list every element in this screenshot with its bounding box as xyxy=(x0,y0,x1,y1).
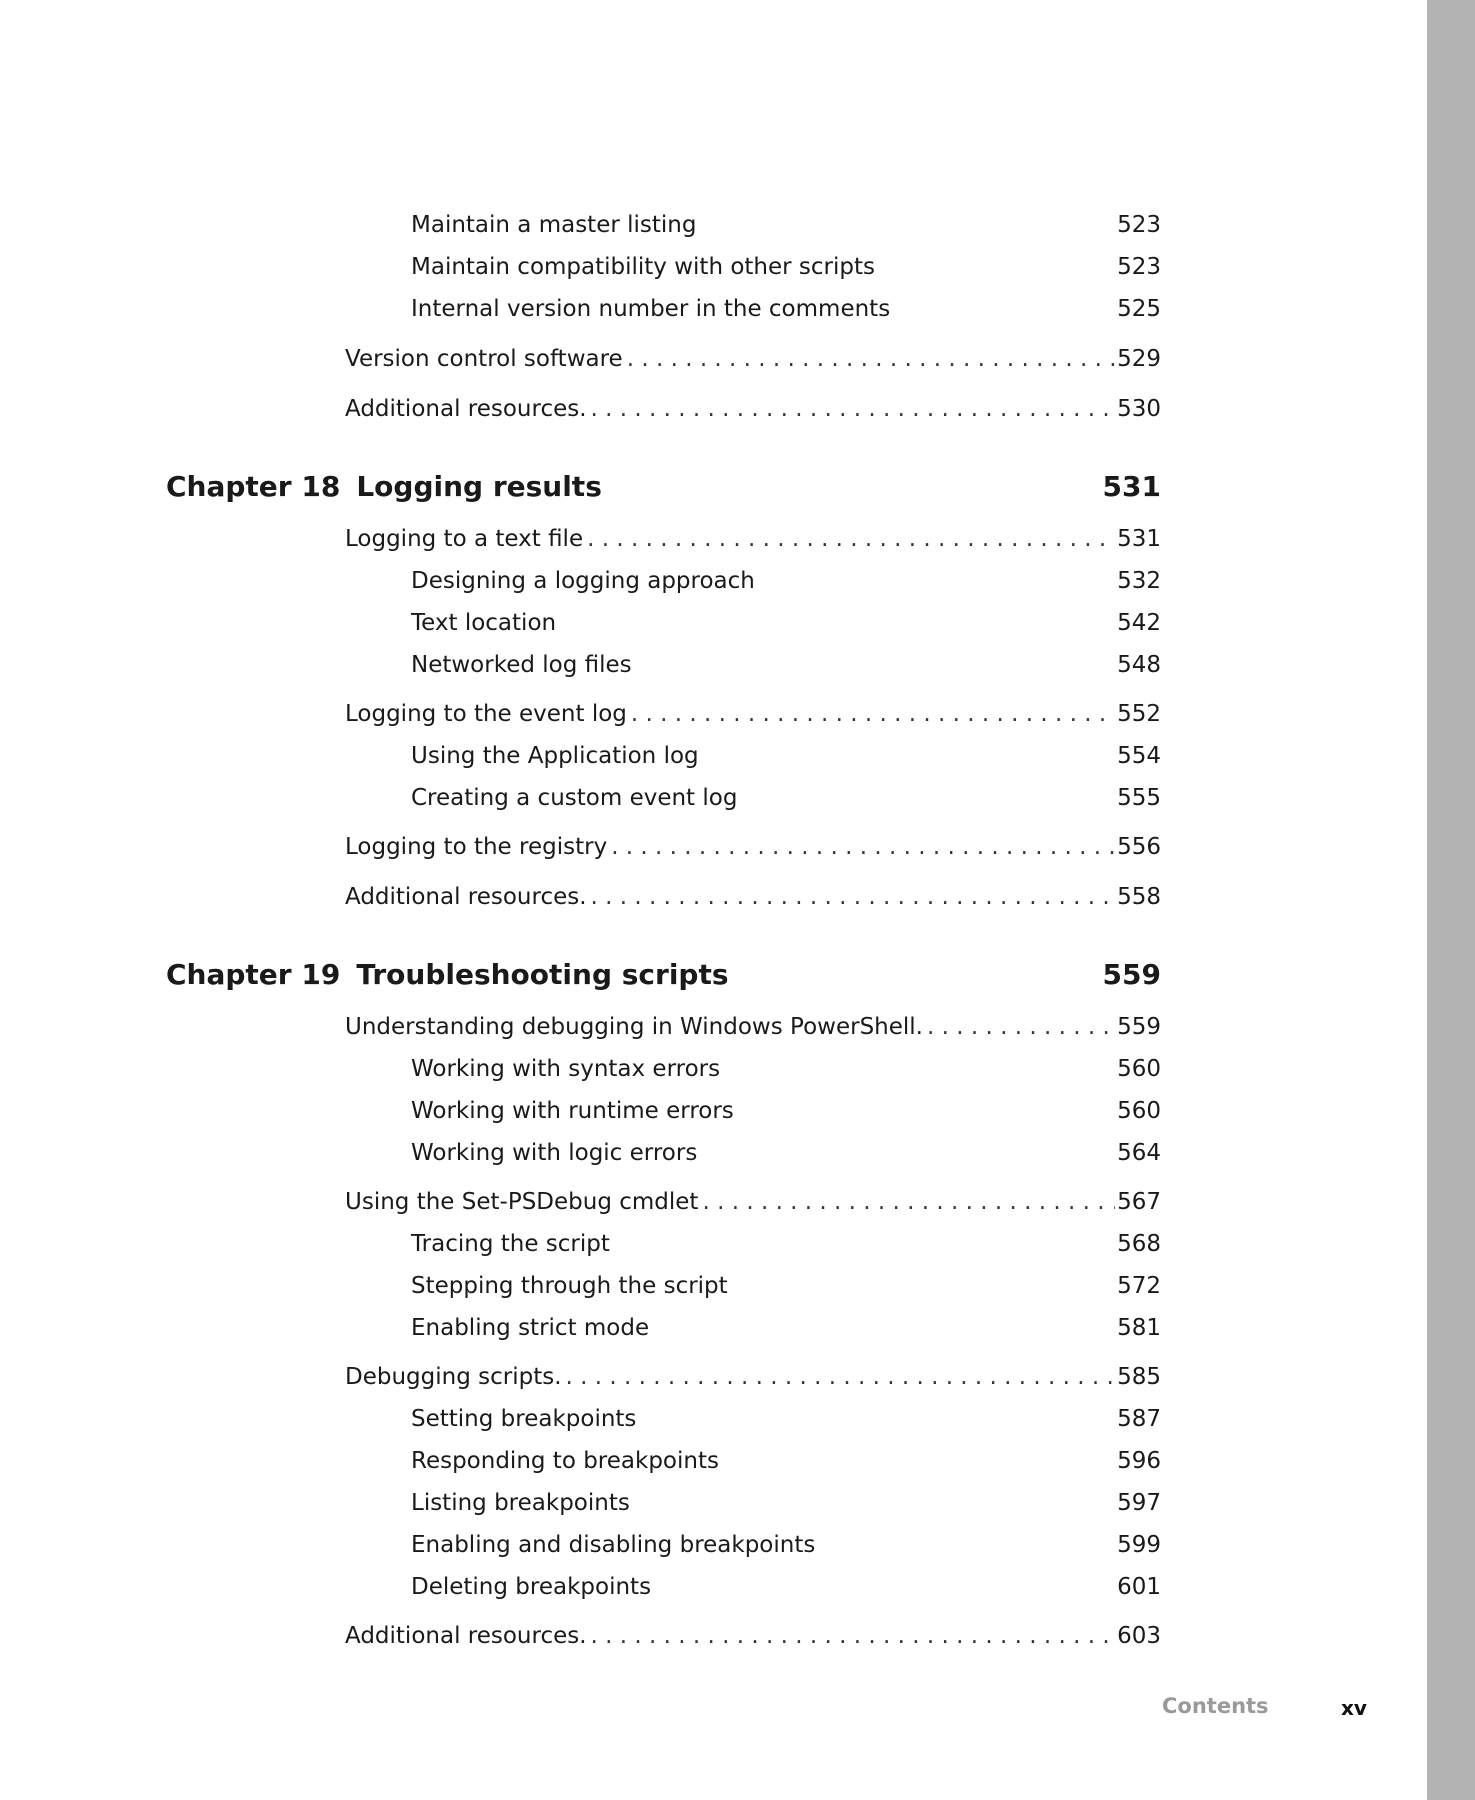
toc-subentry[interactable] xyxy=(411,296,1161,322)
toc-subentry[interactable] xyxy=(411,1098,1161,1124)
dot-leader xyxy=(927,1014,1115,1040)
toc-page-number: 560 xyxy=(1117,1098,1161,1124)
dot-leader xyxy=(631,701,1115,727)
toc-entry-title: Logging to the event log xyxy=(345,701,627,727)
toc-subentry[interactable] xyxy=(411,610,1161,636)
toc-page-number: 531 xyxy=(1117,526,1161,552)
toc-entry-title: Enabling and disabling breakpoints xyxy=(411,1532,816,1558)
toc-subentry[interactable] xyxy=(411,1315,1161,1341)
toc-entry-title: Additional resources. xyxy=(345,884,587,910)
toc-page-number: 568 xyxy=(1117,1231,1161,1257)
toc-page-number: 567 xyxy=(1117,1189,1161,1215)
dot-leader xyxy=(587,526,1115,552)
toc-entry-title: Maintain a master listing xyxy=(411,212,697,238)
toc-page-number: 554 xyxy=(1117,743,1161,769)
toc-entry-title: Tracing the script xyxy=(411,1231,610,1257)
toc-page-number: 601 xyxy=(1117,1574,1161,1600)
toc-entry-title: Enabling strict mode xyxy=(411,1315,650,1341)
toc-entry-title: Logging to a text file xyxy=(345,526,584,552)
toc-subentry[interactable] xyxy=(411,1140,1161,1166)
dot-leader xyxy=(591,884,1116,910)
toc-entry-title: Creating a custom event log xyxy=(411,785,738,811)
toc-entry-title: Responding to breakpoints xyxy=(411,1448,719,1474)
toc-subentry[interactable] xyxy=(411,568,1161,594)
toc-subentry[interactable] xyxy=(411,652,1161,678)
toc-page-number: 599 xyxy=(1117,1532,1161,1558)
toc-subentry[interactable] xyxy=(411,1273,1161,1299)
dot-leader xyxy=(591,1623,1116,1649)
toc-entry-title: Stepping through the script xyxy=(411,1273,728,1299)
toc-chapter-heading[interactable] xyxy=(166,470,1161,503)
toc-entry-title: Internal version number in the comments xyxy=(411,296,891,322)
toc-entry-title: Listing breakpoints xyxy=(411,1490,630,1516)
toc-entry-title: Maintain compatibility with other scripts xyxy=(411,254,875,280)
running-footer-section: Contents xyxy=(1162,1694,1269,1718)
toc-page-number: 597 xyxy=(1117,1490,1161,1516)
toc-subentry[interactable] xyxy=(411,743,1161,769)
toc-subentry[interactable] xyxy=(411,1056,1161,1082)
toc-section-entry[interactable] xyxy=(345,1014,1161,1040)
toc-entry-title: Deleting breakpoints xyxy=(411,1574,652,1600)
toc-page-number: 587 xyxy=(1117,1406,1161,1432)
toc-page-number: 525 xyxy=(1117,296,1161,322)
toc-page-number: 532 xyxy=(1117,568,1161,594)
toc-subentry[interactable] xyxy=(411,1532,1161,1558)
toc-page-number: 556 xyxy=(1117,834,1161,860)
toc-entry-title: Additional resources. xyxy=(345,396,587,422)
toc-section-entry[interactable] xyxy=(345,526,1161,552)
toc-entry-title: Using the Application log xyxy=(411,743,699,769)
toc-page-number: 548 xyxy=(1117,652,1161,678)
toc-entry-title: Additional resources. xyxy=(345,1623,587,1649)
toc-entry-title: Working with syntax errors xyxy=(411,1056,721,1082)
toc-entry-title: Using the Set-PSDebug cmdlet xyxy=(345,1189,699,1215)
chapter-title: Troubleshooting scripts xyxy=(356,958,729,991)
toc-page-number: 523 xyxy=(1117,254,1161,280)
toc-page-number: 581 xyxy=(1117,1315,1161,1341)
toc-page-number: 529 xyxy=(1117,346,1161,372)
toc-page-number: 552 xyxy=(1117,701,1161,727)
toc-chapter-heading[interactable] xyxy=(166,958,1161,991)
toc-section-entry[interactable] xyxy=(345,346,1161,372)
dot-leader xyxy=(627,346,1115,372)
toc-page-number: 603 xyxy=(1117,1623,1161,1649)
toc-page-number: 559 xyxy=(1117,1014,1161,1040)
toc-subentry[interactable] xyxy=(411,1231,1161,1257)
dot-leader xyxy=(591,396,1116,422)
toc-section-entry[interactable] xyxy=(345,1623,1161,1649)
toc-page-number: 542 xyxy=(1117,610,1161,636)
toc-page-number: 564 xyxy=(1117,1140,1161,1166)
dot-leader xyxy=(611,834,1115,860)
toc-subentry[interactable] xyxy=(411,785,1161,811)
toc-page-number: 572 xyxy=(1117,1273,1161,1299)
toc-page-number: 523 xyxy=(1117,212,1161,238)
toc-subentry[interactable] xyxy=(411,1574,1161,1600)
toc-section-entry[interactable] xyxy=(345,834,1161,860)
dot-leader xyxy=(566,1364,1116,1390)
chapter-title: Logging results xyxy=(356,470,602,503)
toc-page-number: 596 xyxy=(1117,1448,1161,1474)
toc-page-number: 560 xyxy=(1117,1056,1161,1082)
chapter-number: Chapter 18 xyxy=(166,470,341,503)
toc-entry-title: Text location xyxy=(411,610,557,636)
toc-subentry[interactable] xyxy=(411,254,1161,280)
toc-page-number: 555 xyxy=(1117,785,1161,811)
toc-section-entry[interactable] xyxy=(345,396,1161,422)
dot-leader xyxy=(702,1189,1115,1215)
toc-subentry[interactable] xyxy=(411,1490,1161,1516)
toc-section-entry[interactable] xyxy=(345,1364,1161,1390)
toc-page-number: 558 xyxy=(1117,884,1161,910)
toc-entry-title: Working with logic errors xyxy=(411,1140,698,1166)
toc-section-entry[interactable] xyxy=(345,701,1161,727)
toc-entry-title: Networked log files xyxy=(411,652,632,678)
toc-entry-title: Debugging scripts. xyxy=(345,1364,562,1390)
toc-page-number: 530 xyxy=(1117,396,1161,422)
toc-section-entry[interactable] xyxy=(345,884,1161,910)
chapter-page-number: 531 xyxy=(1102,470,1161,503)
toc-entry-title: Understanding debugging in Windows PowerShell. xyxy=(345,1014,923,1040)
chapter-number: Chapter 19 xyxy=(166,958,341,991)
toc-entry-title: Working with runtime errors xyxy=(411,1098,734,1124)
toc-entry-title: Designing a logging approach xyxy=(411,568,755,594)
toc-subentry[interactable] xyxy=(411,1448,1161,1474)
folio-page-number: xv xyxy=(1341,1696,1367,1720)
chapter-page-number: 559 xyxy=(1102,958,1161,991)
toc-entry-title: Setting breakpoints xyxy=(411,1406,637,1432)
toc-page-number: 585 xyxy=(1117,1364,1161,1390)
toc-subentry[interactable] xyxy=(411,1406,1161,1432)
toc-entry-title: Version control software xyxy=(345,346,623,372)
toc-entry-title: Logging to the registry xyxy=(345,834,608,860)
toc-section-entry[interactable] xyxy=(345,1189,1161,1215)
toc-subentry[interactable] xyxy=(411,212,1161,238)
